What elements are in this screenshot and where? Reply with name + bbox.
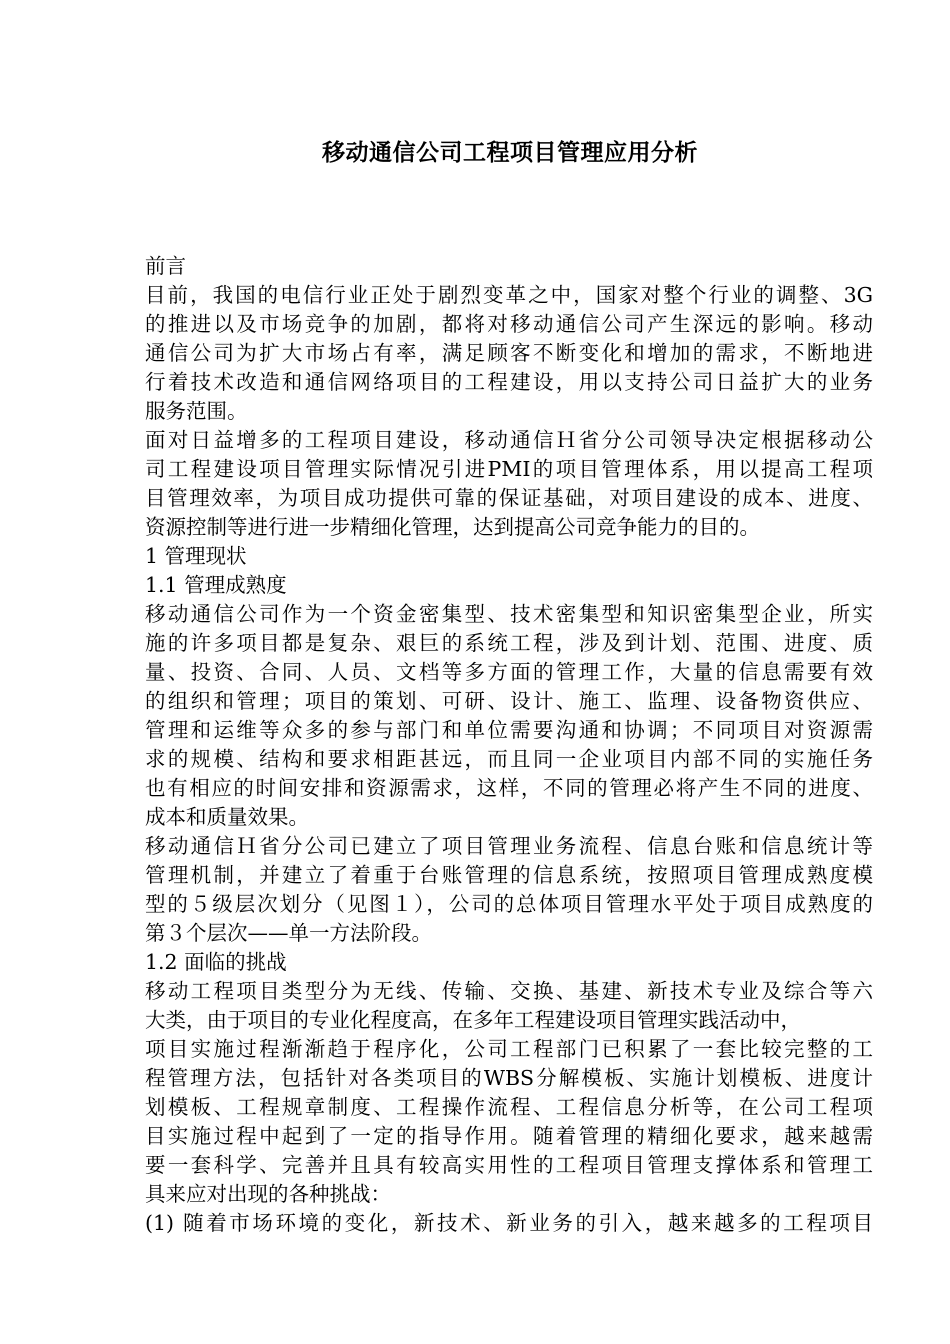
- text-line: 也有相应的时间安排和资源需求，这样，不同的管理必将产生不同的进度、: [145, 776, 873, 800]
- document-title: 移动通信公司工程项目管理应用分析: [322, 140, 698, 166]
- text-line: 程管理方法，包括针对各类项目的WBS分解模板、实施计划模板、进度计: [145, 1066, 873, 1090]
- text-line: (1) 随着市场环境的变化，新技术、新业务的引入，越来越多的工程项目: [145, 1211, 873, 1235]
- text-line: 移动工程项目类型分为无线、传输、交换、基建、新技术专业及综合等六: [145, 979, 873, 1003]
- text-line: 要一套科学、完善并且具有较高实用性的工程项目管理支撑体系和管理工: [145, 1153, 873, 1177]
- text-line: 项目实施过程渐渐趋于程序化，公司工程部门已积累了一套比较完整的工: [145, 1037, 873, 1061]
- text-line: 量、投资、合同、人员、文档等多方面的管理工作，大量的信息需要有效: [145, 660, 873, 684]
- text-line: 资源控制等进行进一步精细化管理，达到提高公司竞争能力的目的。: [145, 515, 760, 539]
- text-line: 型的５级层次划分（见图１），公司的总体项目管理水平处于项目成熟度的: [145, 892, 873, 916]
- text-line: 大类，由于项目的专业化程度高，在多年工程建设项目管理实践活动中，: [145, 1008, 801, 1032]
- text-line: 具来应对出现的各种挑战：: [145, 1182, 391, 1206]
- text-line: 划模板、工程规章制度、工程操作流程、工程信息分析等，在公司工程项: [145, 1095, 873, 1119]
- text-line: 管理和运维等众多的参与部门和单位需要沟通和协调；不同项目对资源需: [145, 718, 873, 742]
- text-line: 1 管理现状: [145, 544, 247, 568]
- text-line: 前言: [145, 254, 186, 278]
- document-body: [145, 252, 873, 1238]
- text-line: 目管理效率，为项目成功提供可靠的保证基础，对项目建设的成本、进度、: [145, 486, 873, 510]
- text-line: 服务范围。: [145, 399, 248, 423]
- text-line: 的推进以及市场竞争的加剧，都将对移动通信公司产生深远的影响。移动: [145, 312, 873, 336]
- text-line: 管理机制，并建立了着重于台账管理的信息系统，按照项目管理成熟度模: [145, 863, 873, 887]
- text-line: 施的许多项目都是复杂、艰巨的系统工程，涉及到计划、范围、进度、质: [145, 631, 873, 655]
- text-line: 成本和质量效果。: [145, 805, 309, 829]
- text-line: 面对日益增多的工程项目建设，移动通信Ｈ省分公司领导决定根据移动公: [145, 428, 873, 452]
- text-line: 的组织和管理；项目的策划、可研、设计、施工、监理、设备物资供应、: [145, 689, 873, 713]
- text-line: 第３个层次——单一方法阶段。: [145, 921, 432, 945]
- text-line: 行着技术改造和通信网络项目的工程建设，用以支持公司日益扩大的业务: [145, 370, 873, 394]
- text-line: 目前，我国的电信行业正处于剧烈变革之中，国家对整个行业的调整、3G: [145, 283, 873, 307]
- text-line: 1.1 管理成熟度: [145, 573, 287, 597]
- text-line: 1.2 面临的挑战: [145, 950, 287, 974]
- text-line: 通信公司为扩大市场占有率，满足顾客不断变化和增加的需求，不断地进: [145, 341, 873, 365]
- text-line: 求的规模、结构和要求相距甚远，而且同一企业项目内部不同的实施任务: [145, 747, 873, 771]
- text-line: 司工程建设项目管理实际情况引进PMI的项目管理体系，用以提高工程项: [145, 457, 873, 481]
- text-line: 移动通信公司作为一个资金密集型、技术密集型和知识密集型企业，所实: [145, 602, 873, 626]
- text-line: 目实施过程中起到了一定的指导作用。随着管理的精细化要求，越来越需: [145, 1124, 873, 1148]
- text-line: 移动通信Ｈ省分公司已建立了项目管理业务流程、信息台账和信息统计等: [145, 834, 873, 858]
